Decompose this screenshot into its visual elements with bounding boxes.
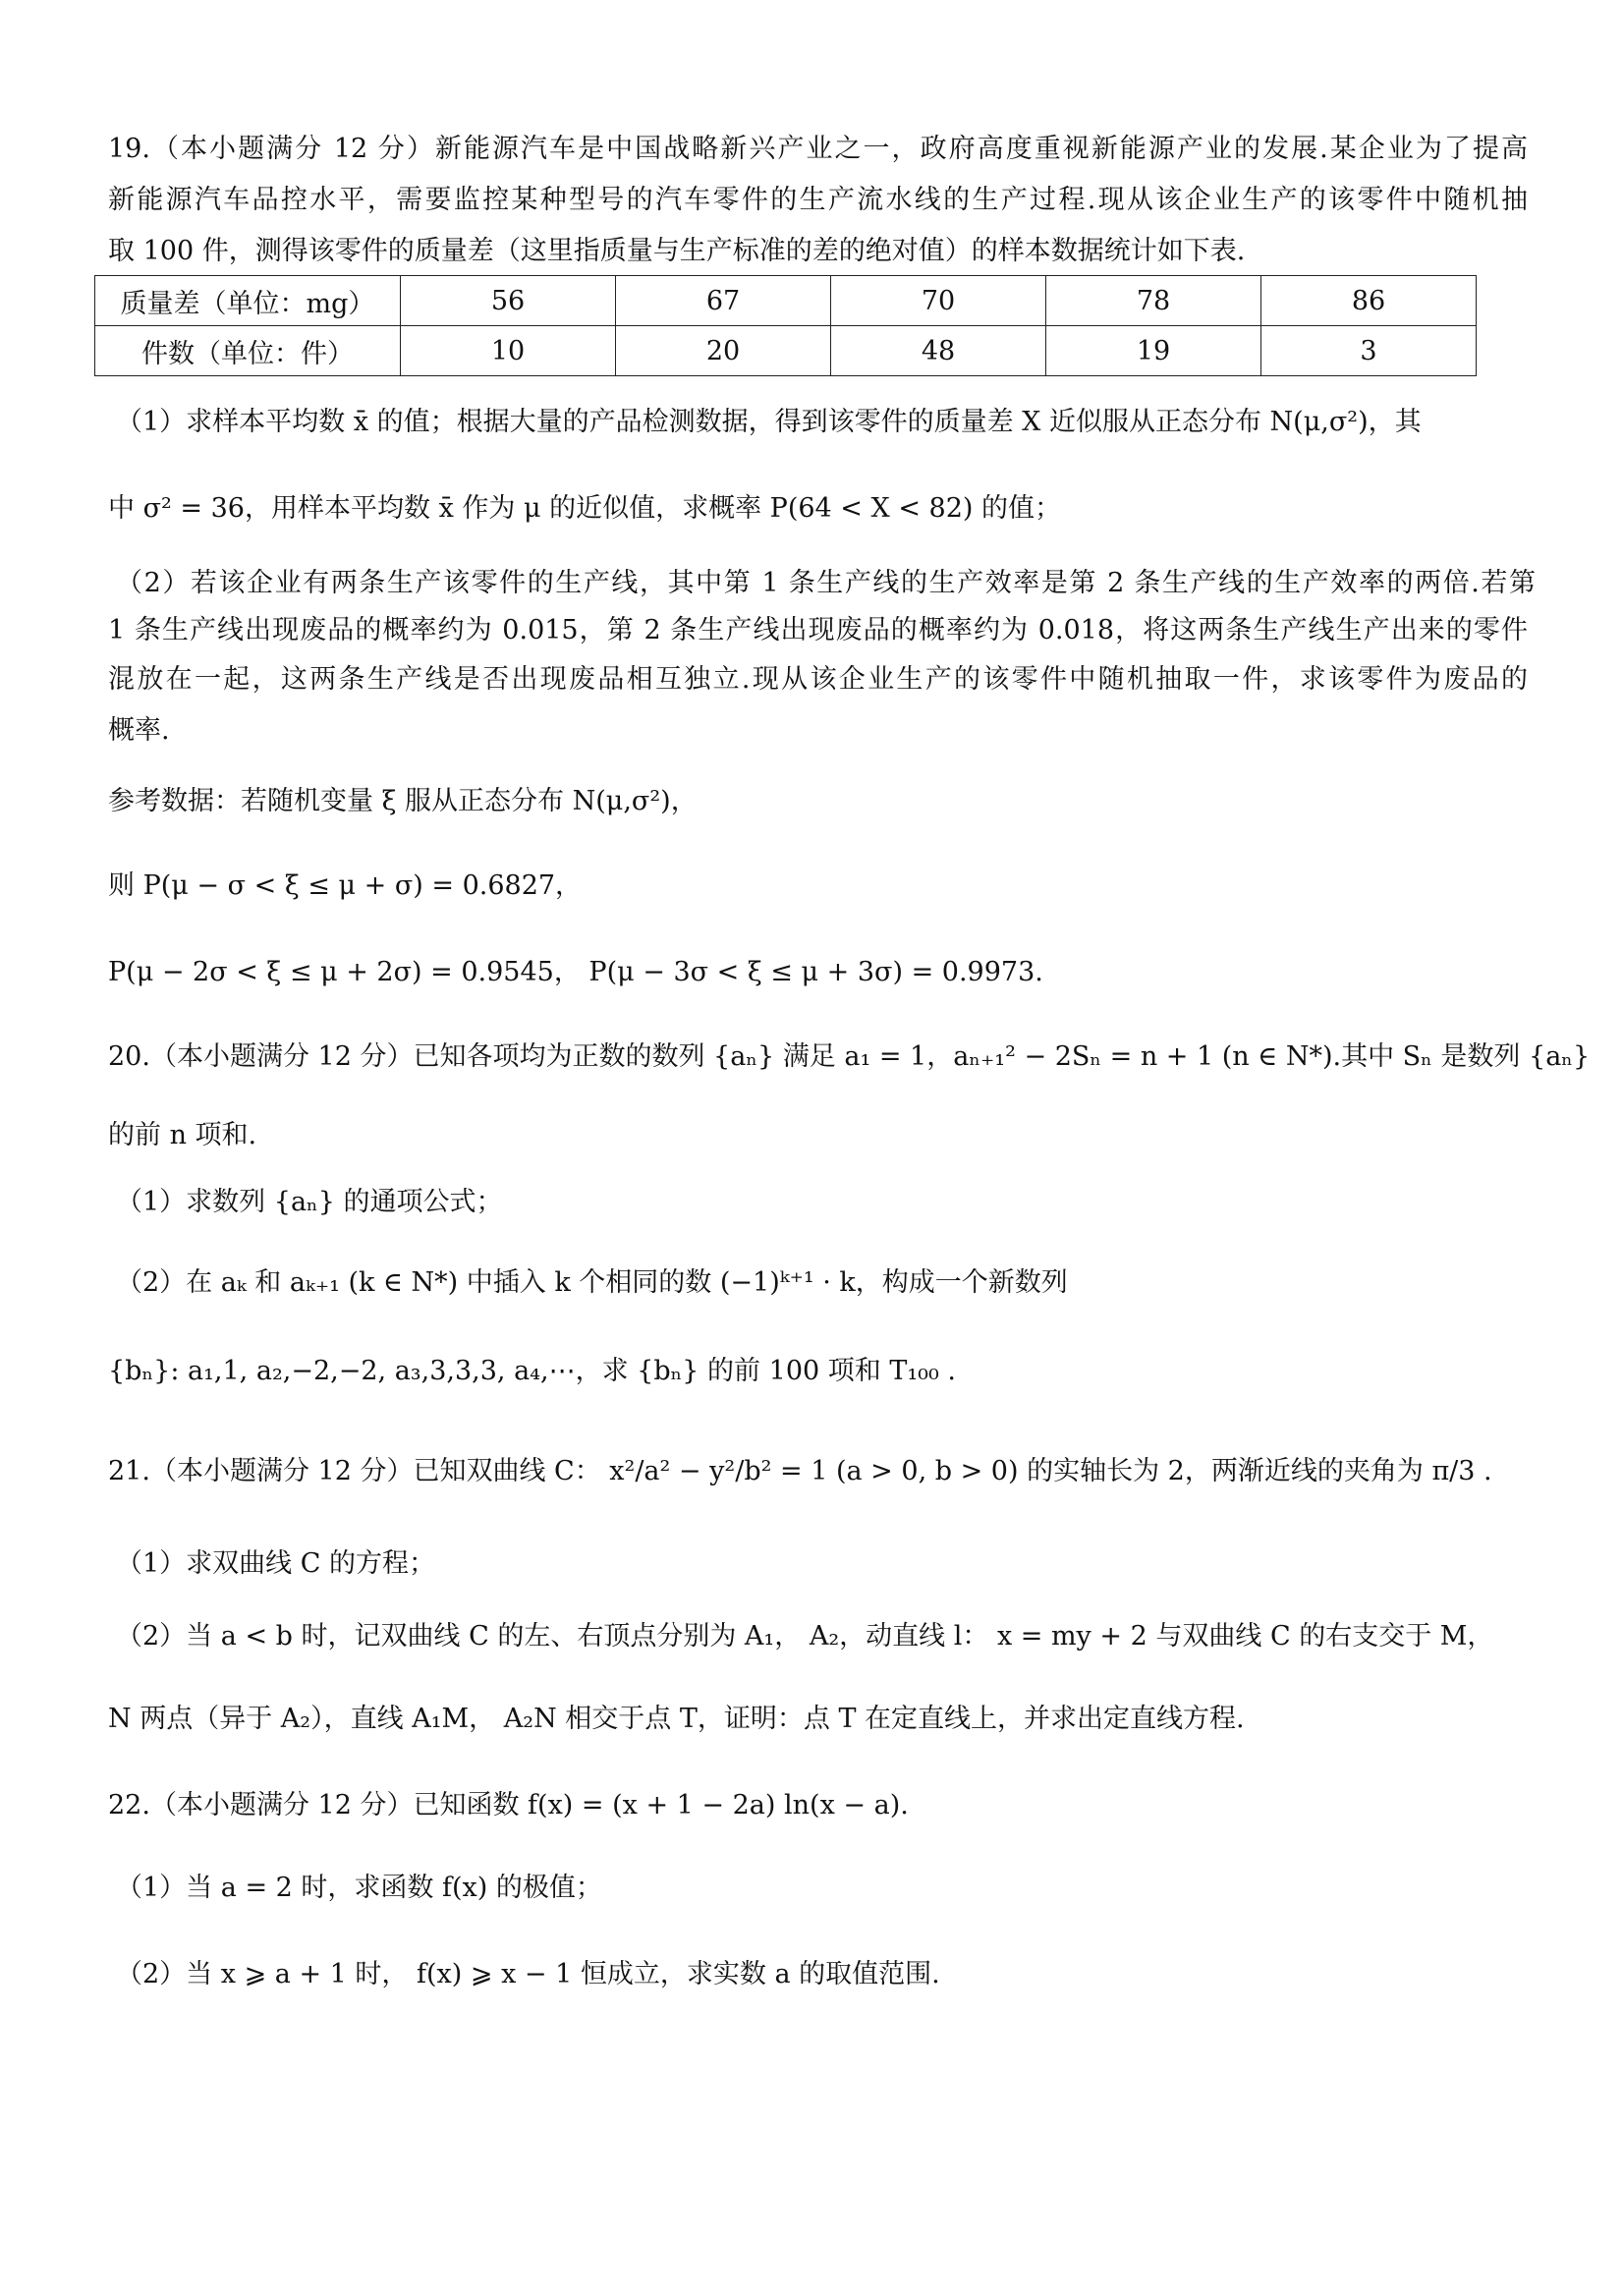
q19-part1-line-2: 中 σ² = 36，用样本平均数 x̄ 作为 μ 的近似值，求概率 P(64 < X < 82) 的值；	[108, 493, 1061, 524]
q19-part2-line-1: （2）若该企业有两条生产该零件的生产线，其中第 1 条生产线的生产效率是第 2 条生产线的生产效率的两倍.若第	[116, 568, 1536, 598]
q20-part2-line-1: （2）在 aₖ 和 aₖ₊₁ (k ∈ N*) 中插入 k 个相同的数 (−1)ᵏ⁺¹ · k，构成一个新数列	[116, 1267, 1068, 1298]
q20-part1: （1）求数列 {aₙ} 的通项公式；	[116, 1187, 503, 1217]
q19-stem-line-2: 新能源汽车品控水平，需要监控某种型号的汽车零件的生产流水线的生产过程.现从该企业生产的该零件中随机抽	[108, 185, 1528, 215]
table-cell: 67	[616, 276, 831, 326]
q21-stem: 21.（本小题满分 12 分）已知双曲线 C： x²/a² − y²/b² = 1 (a > 0, b > 0) 的实轴长为 2，两渐近线的夹角为 π/3 .	[108, 1456, 1492, 1486]
table-row	[95, 326, 1477, 376]
q19-part1-line-1: （1）求样本平均数 x̄ 的值；根据大量的产品检测数据，得到该零件的质量差 X 近似服从正态分布 N(μ,σ²)，其	[116, 407, 1422, 437]
q20-stem-line-2: 的前 n 项和.	[108, 1120, 257, 1150]
table-header-cell: 件数（单位：件）	[95, 326, 401, 376]
q22-stem: 22.（本小题满分 12 分）已知函数 f(x) = (x + 1 − 2a) ln(x − a).	[108, 1790, 909, 1820]
q21-part1: （1）求双曲线 C 的方程；	[116, 1548, 436, 1579]
table-row	[95, 276, 1477, 326]
q19-reference-line-3: P(μ − 2σ < ξ ≤ μ + 2σ) = 0.9545， P(μ − 3σ < ξ ≤ μ + 3σ) = 0.9973.	[108, 957, 1043, 987]
q19-reference-line-1: 参考数据：若随机变量 ξ 服从正态分布 N(μ,σ²)，	[108, 786, 698, 816]
q22-part1: （1）当 a = 2 时，求函数 f(x) 的极值；	[116, 1873, 602, 1903]
q19-part2-line-2: 1 条生产线出现废品的概率约为 0.015，第 2 条生产线出现废品的概率约为 0.018，将这两条生产线生产出来的零件	[108, 615, 1528, 645]
table-cell: 86	[1261, 276, 1477, 326]
table-cell: 10	[401, 326, 616, 376]
table-cell: 3	[1261, 326, 1477, 376]
q21-part2-line-2: N 两点（异于 A₂），直线 A₁M， A₂N 相交于点 T，证明：点 T 在定直线上，并求出定直线方程.	[108, 1704, 1245, 1734]
table-cell: 56	[401, 276, 616, 326]
q19-reference-line-2: 则 P(μ − σ < ξ ≤ μ + σ) = 0.6827，	[108, 870, 583, 901]
table-cell: 19	[1046, 326, 1261, 376]
q19-stem-line-3: 取 100 件，测得该零件的质量差（这里指质量与生产标准的差的绝对值）的样本数据统计如下表.	[108, 236, 1246, 266]
q21-part2-line-1: （2）当 a < b 时，记双曲线 C 的左、右顶点分别为 A₁， A₂，动直线 l： x = my + 2 与双曲线 C 的右支交于 M，	[116, 1621, 1494, 1652]
table-cell: 78	[1046, 276, 1261, 326]
q19-stem-line-1: 19.（本小题满分 12 分）新能源汽车是中国战略新兴产业之一，政府高度重视新能源产业的发展.某企业为了提高	[108, 134, 1528, 164]
q19-part2-line-4: 概率.	[108, 715, 170, 746]
q20-part2-line-2: {bₙ}: a₁,1, a₂,−2,−2, a₃,3,3,3, a₄,⋯，求 {bₙ} 的前 100 项和 T₁₀₀ .	[108, 1356, 956, 1386]
table-cell: 48	[831, 326, 1046, 376]
q20-stem-line-1: 20.（本小题满分 12 分）已知各项均为正数的数列 {aₙ} 满足 a₁ = 1，aₙ₊₁² − 2Sₙ = n + 1 (n ∈ N*).其中 Sₙ 是数列 {aₙ}	[108, 1041, 1591, 1072]
q22-part2: （2）当 x ⩾ a + 1 时， f(x) ⩾ x − 1 恒成立，求实数 a 的取值范围.	[116, 1959, 940, 1989]
q19-part2-line-3: 混放在一起，这两条生产线是否出现废品相互独立.现从该企业生产的该零件中随机抽取一件，求该零件为废品的	[108, 664, 1528, 695]
q19-data-table	[94, 275, 1477, 376]
table-header-cell: 质量差（单位：mg）	[95, 276, 401, 326]
table-cell: 20	[616, 326, 831, 376]
table-cell: 70	[831, 276, 1046, 326]
